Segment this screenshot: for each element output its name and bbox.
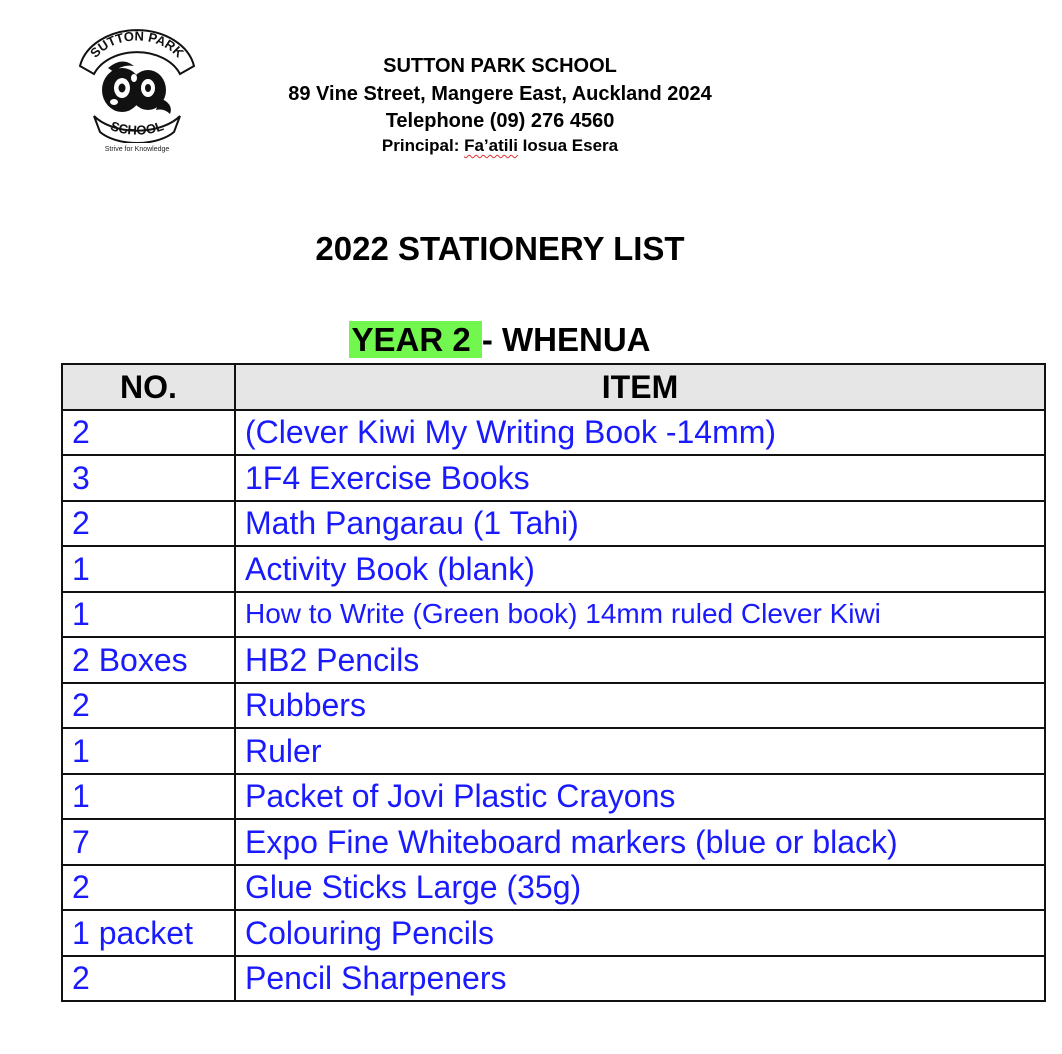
stationery-table [61, 363, 1046, 1002]
quantity-cell: 2 [62, 865, 235, 911]
item-cell: Glue Sticks Large (35g) [235, 865, 1045, 911]
table-row [62, 410, 1045, 456]
class-name: - WHENUA [481, 321, 651, 358]
quantity-cell: 2 Boxes [62, 637, 235, 683]
quantity-cell: 1 [62, 728, 235, 774]
table-row [62, 728, 1045, 774]
item-cell: Pencil Sharpeners [235, 956, 1045, 1002]
item-cell: Math Pangarau (1 Tahi) [235, 501, 1045, 547]
quantity-cell: 1 packet [62, 910, 235, 956]
school-principal [200, 135, 800, 157]
principal-label: Principal: [381, 136, 465, 155]
table-header-row [62, 364, 1045, 410]
school-header [200, 52, 800, 157]
school-address: 89 Vine Street, Mangere East, Auckland 2024 [288, 83, 712, 105]
school-name: SUTTON PARK SCHOOL [383, 55, 617, 77]
principal-name-rest: Iosua Esera [517, 136, 619, 155]
item-cell: 1F4 Exercise Books [235, 455, 1045, 501]
item-cell: Expo Fine Whiteboard markers (blue or black) [235, 819, 1045, 865]
logo-tagline: Strive for Knowledge [104, 146, 170, 153]
item-cell: HB2 Pencils [235, 637, 1045, 683]
quantity-cell: 1 [62, 774, 235, 820]
year-highlight: YEAR 2 [351, 321, 480, 358]
column-header-no: NO. [62, 364, 235, 410]
table-row [62, 956, 1045, 1002]
koru-emblem-icon [72, 18, 202, 143]
item-cell: Activity Book (blank) [235, 546, 1045, 592]
table-row [62, 501, 1045, 547]
quantity-cell: 7 [62, 819, 235, 865]
quantity-cell: 2 [62, 956, 235, 1002]
quantity-cell: 2 [62, 410, 235, 456]
table-row [62, 774, 1045, 820]
svg-text:SCHOOL: SCHOOL [108, 118, 166, 138]
school-telephone: Telephone (09) 276 4560 [385, 110, 615, 132]
item-cell: How to Write (Green book) 14mm ruled Clever Kiwi [235, 592, 1045, 638]
item-cell: (Clever Kiwi My Writing Book -14mm) [235, 410, 1045, 456]
quantity-cell: 1 [62, 592, 235, 638]
table-row [62, 637, 1045, 683]
item-cell: Colouring Pencils [235, 910, 1045, 956]
item-cell: Rubbers [235, 683, 1045, 729]
svg-text:SUTTON PARK: SUTTON PARK [87, 28, 187, 61]
document-title: 2022 STATIONERY LIST [315, 230, 685, 267]
item-cell: Packet of Jovi Plastic Crayons [235, 774, 1045, 820]
item-cell: Ruler [235, 728, 1045, 774]
table-row [62, 683, 1045, 729]
principal-name-spellcheck: Fa’atili [464, 136, 518, 155]
school-logo [72, 18, 202, 158]
table-row [62, 546, 1045, 592]
table-row [62, 819, 1045, 865]
column-header-item: ITEM [235, 364, 1045, 410]
quantity-cell: 1 [62, 546, 235, 592]
year-heading [200, 318, 800, 362]
table-row [62, 592, 1045, 638]
quantity-cell: 2 [62, 683, 235, 729]
table-row [62, 865, 1045, 911]
quantity-cell: 3 [62, 455, 235, 501]
table-row [62, 910, 1045, 956]
quantity-cell: 2 [62, 501, 235, 547]
table-row [62, 455, 1045, 501]
